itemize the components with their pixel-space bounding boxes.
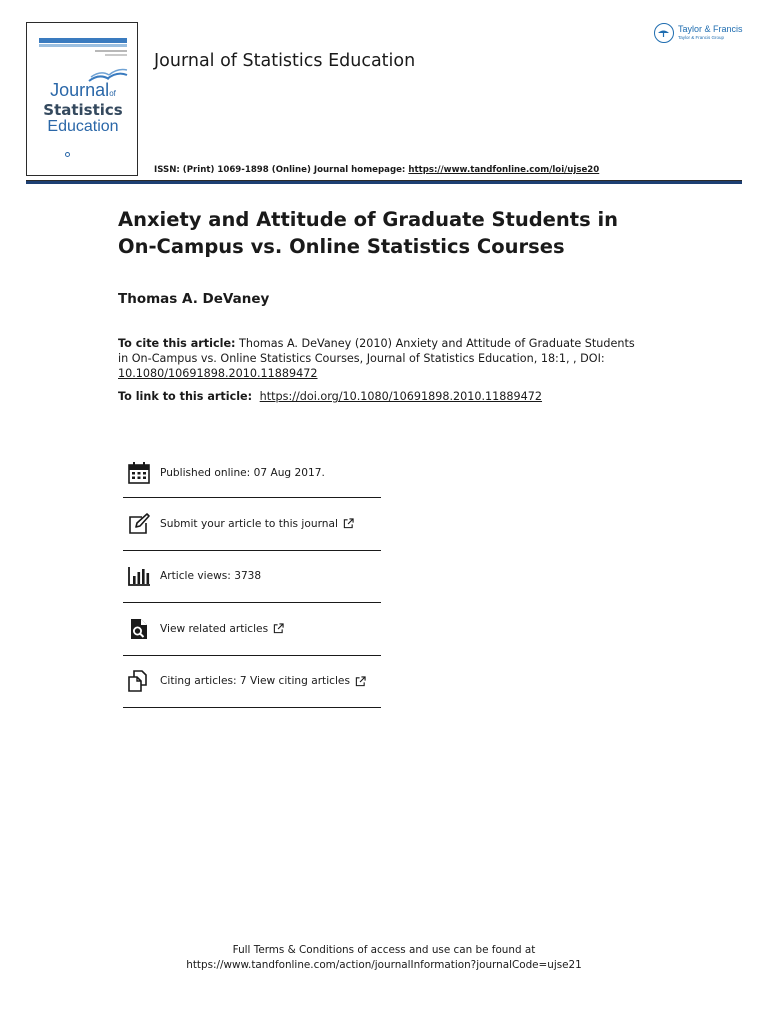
- cover-stripe: [39, 38, 127, 43]
- article-link-line: [118, 390, 542, 403]
- journal-homepage-link[interactable]: https://www.tandfonline.com/loi/ujse20: [408, 165, 600, 175]
- published-date: Published online: 07 Aug 2017.: [160, 466, 325, 479]
- cover-title-line1: Journalof: [50, 80, 116, 100]
- cover-title-line2: Statistics: [43, 101, 123, 119]
- article-author: Thomas A. DeVaney: [118, 291, 270, 307]
- related-articles-link[interactable]: View related articles: [160, 622, 269, 635]
- published-row: [123, 448, 381, 498]
- external-link-icon: [343, 518, 354, 529]
- cover-title-line3: Education: [47, 118, 119, 135]
- link-label: To link to this article:: [118, 390, 253, 403]
- citing-articles-link[interactable]: Citing articles: 7 View citing articles: [160, 675, 350, 688]
- submit-article-link[interactable]: Submit your article to this journal: [160, 517, 338, 530]
- cite-doi-link[interactable]: 10.1080/10691898.2010.11889472: [118, 367, 318, 380]
- article-doi-link[interactable]: https://doi.org/10.1080/10691898.2010.11889472: [259, 390, 543, 403]
- journal-title: Journal of Statistics Education: [154, 51, 416, 71]
- article-info-list: [123, 448, 381, 708]
- edit-icon: [127, 512, 151, 536]
- cover-fine-print-2: [105, 54, 127, 56]
- article-views-row: [123, 551, 381, 604]
- external-link-icon: [355, 676, 366, 687]
- cover-publisher-logo: [65, 152, 70, 157]
- publisher-name: Taylor & Francis: [678, 24, 743, 34]
- terms-footer: [0, 943, 768, 973]
- external-link-icon: [273, 623, 284, 634]
- header-divider: [26, 181, 742, 184]
- publisher-logo: [654, 22, 746, 46]
- document-search-icon: [127, 617, 151, 641]
- article-title: Anxiety and Attitude of Graduate Students in On-Campus vs. Online Statistics Courses: [118, 208, 619, 258]
- calendar-icon: [127, 461, 151, 485]
- cite-text: Thomas A. DeVaney (2010) Anxiety and Attitude of Graduate Students in On-Campus vs. Online Statistics Courses, Journal of Statistics Education, 18:1, , DOI:: [118, 337, 635, 365]
- citing-articles-row[interactable]: [123, 656, 381, 709]
- issn-line: [154, 165, 599, 175]
- bar-chart-icon: [127, 564, 151, 588]
- documents-icon: [127, 669, 151, 693]
- related-articles-row[interactable]: [123, 603, 381, 656]
- cite-label: To cite this article:: [118, 337, 236, 350]
- cover-fine-print: [95, 50, 127, 52]
- citation-block: [118, 336, 638, 381]
- journal-cover-image: [26, 22, 138, 176]
- submit-article-row[interactable]: [123, 498, 381, 551]
- publisher-logo-icon: [654, 23, 674, 43]
- terms-url[interactable]: https://www.tandfonline.com/action/journalInformation?journalCode=ujse21: [186, 959, 582, 971]
- terms-text: Full Terms & Conditions of access and use can be found at: [232, 944, 536, 956]
- cover-stripe-light: [39, 44, 127, 47]
- publisher-group: Taylor & Francis Group: [678, 35, 725, 40]
- article-views-count: Article views: 3738: [160, 570, 262, 583]
- issn-text: ISSN: (Print) 1069-1898 (Online) Journal homepage:: [154, 165, 409, 175]
